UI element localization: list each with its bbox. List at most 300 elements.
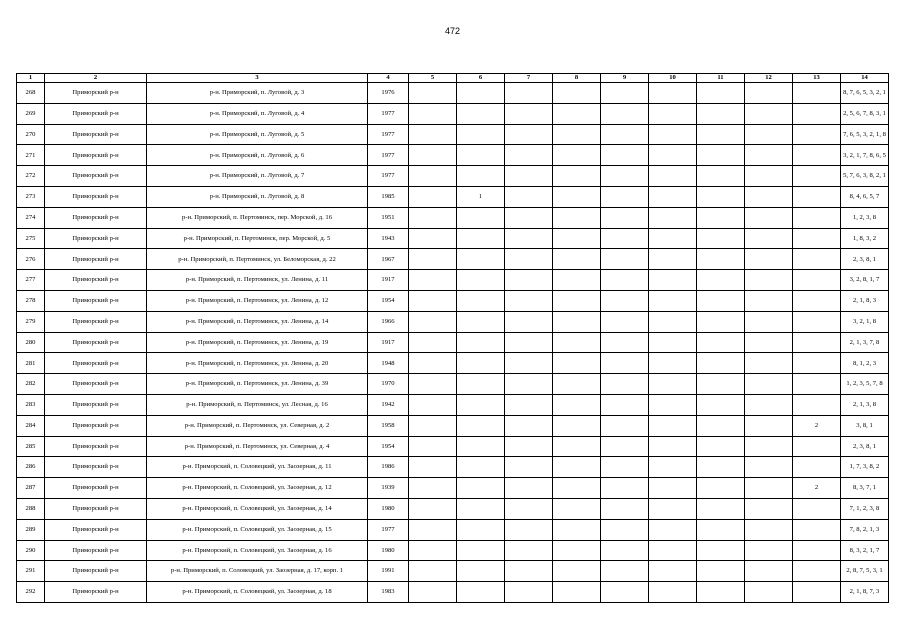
table-cell: Приморский р-н bbox=[45, 457, 147, 478]
table-cell bbox=[601, 270, 649, 291]
table-cell: 272 bbox=[17, 166, 45, 187]
table-cell bbox=[649, 186, 697, 207]
table-cell: Приморский р-н bbox=[45, 228, 147, 249]
table-cell bbox=[457, 540, 505, 561]
table-cell bbox=[409, 415, 457, 436]
table-cell bbox=[649, 561, 697, 582]
table-cell: 3, 2, 1, 7, 8, 6, 5 bbox=[841, 145, 889, 166]
table-cell bbox=[649, 374, 697, 395]
table-cell bbox=[793, 540, 841, 561]
table-cell: 284 bbox=[17, 415, 45, 436]
table-cell bbox=[457, 374, 505, 395]
table-cell bbox=[697, 270, 745, 291]
table-cell bbox=[697, 353, 745, 374]
table-cell: 8, 4, 6, 5, 7 bbox=[841, 186, 889, 207]
table-cell bbox=[457, 228, 505, 249]
table-cell: 1977 bbox=[368, 103, 409, 124]
table-row bbox=[17, 582, 889, 603]
table-cell bbox=[505, 290, 553, 311]
table-cell: Приморский р-н bbox=[45, 519, 147, 540]
table-cell bbox=[457, 519, 505, 540]
column-header: 12 bbox=[745, 74, 793, 83]
table-cell bbox=[505, 270, 553, 291]
table-cell: 1986 bbox=[368, 457, 409, 478]
table-row bbox=[17, 270, 889, 291]
table-cell: р-н. Приморский, п. Соловецкий, ул. Заозерная, д. 12 bbox=[147, 478, 368, 499]
table-cell: 291 bbox=[17, 561, 45, 582]
table-cell: 8, 3, 2, 1, 7 bbox=[841, 540, 889, 561]
table-cell bbox=[697, 540, 745, 561]
table-cell: р-н. Приморский, п. Пертоминск, ул. Ленина, д. 20 bbox=[147, 353, 368, 374]
table-cell: 1954 bbox=[368, 436, 409, 457]
table-cell bbox=[793, 353, 841, 374]
table-cell bbox=[409, 103, 457, 124]
table-cell bbox=[457, 249, 505, 270]
table-cell bbox=[553, 332, 601, 353]
table-row bbox=[17, 166, 889, 187]
table-cell: р-н. Приморский, п. Луговой, д. 6 bbox=[147, 145, 368, 166]
table-cell bbox=[697, 519, 745, 540]
table-cell: 282 bbox=[17, 374, 45, 395]
table-cell bbox=[505, 103, 553, 124]
table-cell: 281 bbox=[17, 353, 45, 374]
table-cell bbox=[601, 353, 649, 374]
table-cell: 2, 1, 3, 7, 8 bbox=[841, 332, 889, 353]
table-cell: 3, 8, 1 bbox=[841, 415, 889, 436]
table-cell: 287 bbox=[17, 478, 45, 499]
table-cell: 270 bbox=[17, 124, 45, 145]
table-cell bbox=[601, 374, 649, 395]
table-cell bbox=[793, 436, 841, 457]
table-cell: 1976 bbox=[368, 83, 409, 104]
table-cell bbox=[649, 457, 697, 478]
table-cell bbox=[457, 145, 505, 166]
table-cell bbox=[697, 124, 745, 145]
table-cell bbox=[601, 166, 649, 187]
table-cell: 2 bbox=[793, 415, 841, 436]
column-header: 11 bbox=[697, 74, 745, 83]
table-cell bbox=[505, 457, 553, 478]
table-cell bbox=[457, 353, 505, 374]
table-cell: 1951 bbox=[368, 207, 409, 228]
table-cell: Приморский р-н bbox=[45, 561, 147, 582]
table-cell: 279 bbox=[17, 311, 45, 332]
table-cell: Приморский р-н bbox=[45, 83, 147, 104]
table-cell bbox=[601, 103, 649, 124]
table-cell bbox=[745, 124, 793, 145]
table-cell bbox=[793, 124, 841, 145]
table-row bbox=[17, 290, 889, 311]
table-cell: р-н. Приморский, п. Пертоминск, ул. Ленина, д. 11 bbox=[147, 270, 368, 291]
table-cell bbox=[745, 540, 793, 561]
table-cell: 2, 3, 8, 1 bbox=[841, 436, 889, 457]
table-cell bbox=[409, 186, 457, 207]
table-cell: 1967 bbox=[368, 249, 409, 270]
table-cell bbox=[553, 270, 601, 291]
table-cell bbox=[553, 540, 601, 561]
table-cell bbox=[697, 249, 745, 270]
table-cell bbox=[697, 415, 745, 436]
table-cell bbox=[553, 457, 601, 478]
table-cell bbox=[409, 394, 457, 415]
table-cell bbox=[409, 519, 457, 540]
table-cell bbox=[457, 415, 505, 436]
table-cell bbox=[553, 498, 601, 519]
table-cell bbox=[697, 582, 745, 603]
table-cell bbox=[745, 498, 793, 519]
table-cell: р-н. Приморский, п. Луговой, д. 8 bbox=[147, 186, 368, 207]
table-cell bbox=[457, 103, 505, 124]
table-cell bbox=[457, 582, 505, 603]
table-cell: 1, 2, 3, 8 bbox=[841, 207, 889, 228]
table-cell bbox=[553, 353, 601, 374]
table-cell: р-н. Приморский, п. Пертоминск, ул. Северная, д. 4 bbox=[147, 436, 368, 457]
table-row bbox=[17, 103, 889, 124]
table-cell bbox=[793, 166, 841, 187]
table-cell bbox=[649, 124, 697, 145]
table-cell bbox=[505, 561, 553, 582]
table-cell bbox=[649, 83, 697, 104]
table-cell: Приморский р-н bbox=[45, 145, 147, 166]
table-cell bbox=[553, 207, 601, 228]
table-cell bbox=[745, 332, 793, 353]
table-cell bbox=[409, 374, 457, 395]
table-cell: 286 bbox=[17, 457, 45, 478]
table-cell bbox=[649, 228, 697, 249]
table-cell bbox=[745, 561, 793, 582]
table-cell bbox=[457, 436, 505, 457]
table-cell bbox=[745, 353, 793, 374]
table-cell: р-н. Приморский, п. Пертоминск, ул. Ленина, д. 19 bbox=[147, 332, 368, 353]
table-cell: р-н. Приморский, п. Пертоминск, ул. Ленина, д. 12 bbox=[147, 290, 368, 311]
table-cell bbox=[649, 498, 697, 519]
table-cell bbox=[409, 207, 457, 228]
table-cell bbox=[793, 249, 841, 270]
table-row bbox=[17, 353, 889, 374]
table-cell bbox=[697, 228, 745, 249]
table-cell: р-н. Приморский, п. Луговой, д. 4 bbox=[147, 103, 368, 124]
table-cell bbox=[553, 394, 601, 415]
table-cell bbox=[457, 394, 505, 415]
table-cell bbox=[793, 519, 841, 540]
table-cell bbox=[601, 540, 649, 561]
table-cell bbox=[505, 249, 553, 270]
table-cell bbox=[505, 540, 553, 561]
table-cell bbox=[505, 228, 553, 249]
table-cell: Приморский р-н bbox=[45, 332, 147, 353]
table-cell bbox=[409, 228, 457, 249]
table-cell bbox=[697, 561, 745, 582]
table-cell bbox=[793, 311, 841, 332]
table-cell bbox=[505, 478, 553, 499]
table-cell bbox=[505, 519, 553, 540]
table-cell bbox=[649, 207, 697, 228]
table-cell: 273 bbox=[17, 186, 45, 207]
column-header: 8 bbox=[553, 74, 601, 83]
table-cell: 1, 7, 3, 8, 2 bbox=[841, 457, 889, 478]
table-row bbox=[17, 436, 889, 457]
table-cell: 268 bbox=[17, 83, 45, 104]
table-cell: 1977 bbox=[368, 124, 409, 145]
table-cell bbox=[601, 207, 649, 228]
table-cell bbox=[649, 519, 697, 540]
table-cell: Приморский р-н bbox=[45, 249, 147, 270]
table-cell bbox=[553, 561, 601, 582]
table-cell bbox=[505, 436, 553, 457]
table-cell bbox=[505, 582, 553, 603]
table-cell: р-н. Приморский, п. Соловецкий, ул. Заозерная, д. 16 bbox=[147, 540, 368, 561]
table-cell: р-н. Приморский, п. Пертоминск, пер. Морской, д. 16 bbox=[147, 207, 368, 228]
table-cell: 271 bbox=[17, 145, 45, 166]
table-cell bbox=[505, 145, 553, 166]
table-cell: р-н. Приморский, п. Соловецкий, ул. Заозерная, д. 11 bbox=[147, 457, 368, 478]
table-cell bbox=[409, 478, 457, 499]
table-cell bbox=[649, 394, 697, 415]
table-cell: 1, 2, 3, 5, 7, 8 bbox=[841, 374, 889, 395]
table-cell: 277 bbox=[17, 270, 45, 291]
column-header: 5 bbox=[409, 74, 457, 83]
table-cell bbox=[553, 436, 601, 457]
table-cell: р-н. Приморский, п. Соловецкий, ул. Заозерная, д. 14 bbox=[147, 498, 368, 519]
table-cell bbox=[793, 207, 841, 228]
table-cell: 1991 bbox=[368, 561, 409, 582]
table-cell bbox=[457, 270, 505, 291]
column-header: 13 bbox=[793, 74, 841, 83]
table-row bbox=[17, 311, 889, 332]
table-cell: 269 bbox=[17, 103, 45, 124]
table-cell bbox=[697, 394, 745, 415]
table-row bbox=[17, 394, 889, 415]
table-cell: 1939 bbox=[368, 478, 409, 499]
table-cell bbox=[505, 332, 553, 353]
table-cell bbox=[793, 145, 841, 166]
table-cell bbox=[409, 561, 457, 582]
table-cell: 292 bbox=[17, 582, 45, 603]
table-cell bbox=[649, 311, 697, 332]
table-cell bbox=[649, 270, 697, 291]
table-cell bbox=[409, 311, 457, 332]
table-cell: р-н. Приморский, п. Пертоминск, ул. Беломорская, д. 22 bbox=[147, 249, 368, 270]
table-cell bbox=[697, 374, 745, 395]
table-cell bbox=[745, 249, 793, 270]
table-cell bbox=[793, 270, 841, 291]
table-cell bbox=[553, 83, 601, 104]
table-cell bbox=[409, 83, 457, 104]
table-cell bbox=[697, 436, 745, 457]
table-cell bbox=[649, 166, 697, 187]
table-cell: 1, 8, 3, 2 bbox=[841, 228, 889, 249]
table-cell bbox=[553, 519, 601, 540]
table-cell bbox=[745, 311, 793, 332]
table-cell bbox=[793, 103, 841, 124]
column-header: 2 bbox=[45, 74, 147, 83]
table-cell bbox=[793, 457, 841, 478]
column-header: 6 bbox=[457, 74, 505, 83]
table-cell bbox=[553, 186, 601, 207]
table-cell bbox=[697, 145, 745, 166]
table-cell bbox=[457, 124, 505, 145]
column-header: 9 bbox=[601, 74, 649, 83]
table-cell bbox=[553, 374, 601, 395]
table-row bbox=[17, 415, 889, 436]
table-cell: Приморский р-н bbox=[45, 353, 147, 374]
table-cell: 3, 2, 1, 8 bbox=[841, 311, 889, 332]
table-cell bbox=[793, 394, 841, 415]
table-cell: Приморский р-н bbox=[45, 166, 147, 187]
table-cell bbox=[601, 582, 649, 603]
table-cell: 7, 8, 2, 1, 3 bbox=[841, 519, 889, 540]
table-row bbox=[17, 228, 889, 249]
table-cell: р-н. Приморский, п. Соловецкий, ул. Заозерная, д. 15 bbox=[147, 519, 368, 540]
column-header: 3 bbox=[147, 74, 368, 83]
table-cell: Приморский р-н bbox=[45, 207, 147, 228]
table-cell: 290 bbox=[17, 540, 45, 561]
table-cell bbox=[649, 540, 697, 561]
table-cell bbox=[793, 374, 841, 395]
table-cell: Приморский р-н bbox=[45, 103, 147, 124]
table-cell bbox=[601, 290, 649, 311]
table-cell bbox=[505, 394, 553, 415]
table-cell: Приморский р-н bbox=[45, 582, 147, 603]
table-row bbox=[17, 457, 889, 478]
table-cell bbox=[505, 186, 553, 207]
table-row bbox=[17, 498, 889, 519]
table-cell bbox=[745, 582, 793, 603]
header-row bbox=[17, 74, 889, 83]
table-cell bbox=[409, 540, 457, 561]
table-cell: Приморский р-н bbox=[45, 415, 147, 436]
table-cell bbox=[793, 83, 841, 104]
table-cell: р-н. Приморский, п. Луговой, д. 5 bbox=[147, 124, 368, 145]
table-cell bbox=[793, 332, 841, 353]
table-cell bbox=[409, 145, 457, 166]
table-row bbox=[17, 83, 889, 104]
table-cell bbox=[601, 311, 649, 332]
table-cell: 288 bbox=[17, 498, 45, 519]
table-cell bbox=[505, 374, 553, 395]
table-cell: р-н. Приморский, п. Пертоминск, пер. Морской, д. 5 bbox=[147, 228, 368, 249]
table-row bbox=[17, 124, 889, 145]
table-cell bbox=[601, 145, 649, 166]
table-cell: р-н. Приморский, п. Пертоминск, ул. Северная, д. 2 bbox=[147, 415, 368, 436]
table-cell: 275 bbox=[17, 228, 45, 249]
table-row bbox=[17, 332, 889, 353]
table-cell bbox=[457, 290, 505, 311]
table-row bbox=[17, 519, 889, 540]
table-cell bbox=[649, 332, 697, 353]
table-row bbox=[17, 249, 889, 270]
housing-table bbox=[16, 73, 889, 603]
table-cell bbox=[457, 457, 505, 478]
table-cell bbox=[601, 124, 649, 145]
table-cell bbox=[505, 166, 553, 187]
table-cell: р-н. Приморский, п. Луговой, д. 7 bbox=[147, 166, 368, 187]
table-cell bbox=[793, 290, 841, 311]
table-cell bbox=[553, 166, 601, 187]
table-cell bbox=[409, 124, 457, 145]
table-cell: 1983 bbox=[368, 582, 409, 603]
table-cell bbox=[553, 228, 601, 249]
table-row bbox=[17, 186, 889, 207]
table-cell bbox=[745, 145, 793, 166]
table-cell: р-н. Приморский, п. Луговой, д. 3 bbox=[147, 83, 368, 104]
table-cell: Приморский р-н bbox=[45, 124, 147, 145]
table-cell: 1980 bbox=[368, 498, 409, 519]
table-cell: 1917 bbox=[368, 270, 409, 291]
table-cell bbox=[745, 186, 793, 207]
table-cell bbox=[457, 332, 505, 353]
table-cell bbox=[697, 207, 745, 228]
table-row bbox=[17, 561, 889, 582]
table-cell bbox=[745, 290, 793, 311]
table-cell bbox=[409, 457, 457, 478]
table-cell bbox=[697, 498, 745, 519]
table-row bbox=[17, 478, 889, 499]
table-cell bbox=[601, 228, 649, 249]
table-cell bbox=[745, 374, 793, 395]
table-cell: 5, 7, 6, 3, 8, 2, 1 bbox=[841, 166, 889, 187]
table-cell bbox=[553, 311, 601, 332]
table-cell bbox=[697, 290, 745, 311]
table-cell bbox=[505, 207, 553, 228]
table-cell: 289 bbox=[17, 519, 45, 540]
table-cell: 1966 bbox=[368, 311, 409, 332]
table-cell bbox=[409, 270, 457, 291]
table-cell bbox=[793, 498, 841, 519]
table-row bbox=[17, 145, 889, 166]
table-cell: 283 bbox=[17, 394, 45, 415]
table-cell bbox=[553, 124, 601, 145]
table-cell: р-н. Приморский, п. Соловецкий, ул. Заозерная, д. 17, корп. 1 bbox=[147, 561, 368, 582]
table-cell bbox=[601, 249, 649, 270]
table-cell bbox=[505, 498, 553, 519]
table-cell: 7, 6, 5, 3, 2, 1, 8 bbox=[841, 124, 889, 145]
table-cell bbox=[457, 311, 505, 332]
table-cell bbox=[409, 290, 457, 311]
table-cell bbox=[745, 207, 793, 228]
table-cell bbox=[697, 166, 745, 187]
table-cell bbox=[553, 249, 601, 270]
table-cell bbox=[649, 415, 697, 436]
table-cell bbox=[649, 478, 697, 499]
table-cell bbox=[649, 582, 697, 603]
table-cell: Приморский р-н bbox=[45, 498, 147, 519]
table-cell bbox=[409, 498, 457, 519]
table-cell bbox=[601, 478, 649, 499]
table-cell bbox=[409, 582, 457, 603]
table-cell: 274 bbox=[17, 207, 45, 228]
table-cell bbox=[457, 83, 505, 104]
table-cell bbox=[601, 457, 649, 478]
table-cell: 2, 5, 6, 7, 8, 3, 1 bbox=[841, 103, 889, 124]
table-cell: 1977 bbox=[368, 166, 409, 187]
table-cell: Приморский р-н bbox=[45, 394, 147, 415]
table-cell: Приморский р-н bbox=[45, 270, 147, 291]
table-cell bbox=[553, 103, 601, 124]
table-cell bbox=[697, 478, 745, 499]
table-cell bbox=[601, 332, 649, 353]
table-cell bbox=[601, 436, 649, 457]
table-cell bbox=[793, 582, 841, 603]
table-cell: 1948 bbox=[368, 353, 409, 374]
table-cell: 276 bbox=[17, 249, 45, 270]
table-cell: 278 bbox=[17, 290, 45, 311]
table-cell: 2, 8, 7, 5, 3, 1 bbox=[841, 561, 889, 582]
table-cell: 8, 1, 2, 3 bbox=[841, 353, 889, 374]
table-row bbox=[17, 540, 889, 561]
table-cell: Приморский р-н bbox=[45, 374, 147, 395]
table-cell: р-н. Приморский, п. Пертоминск, ул. Ленина, д. 39 bbox=[147, 374, 368, 395]
